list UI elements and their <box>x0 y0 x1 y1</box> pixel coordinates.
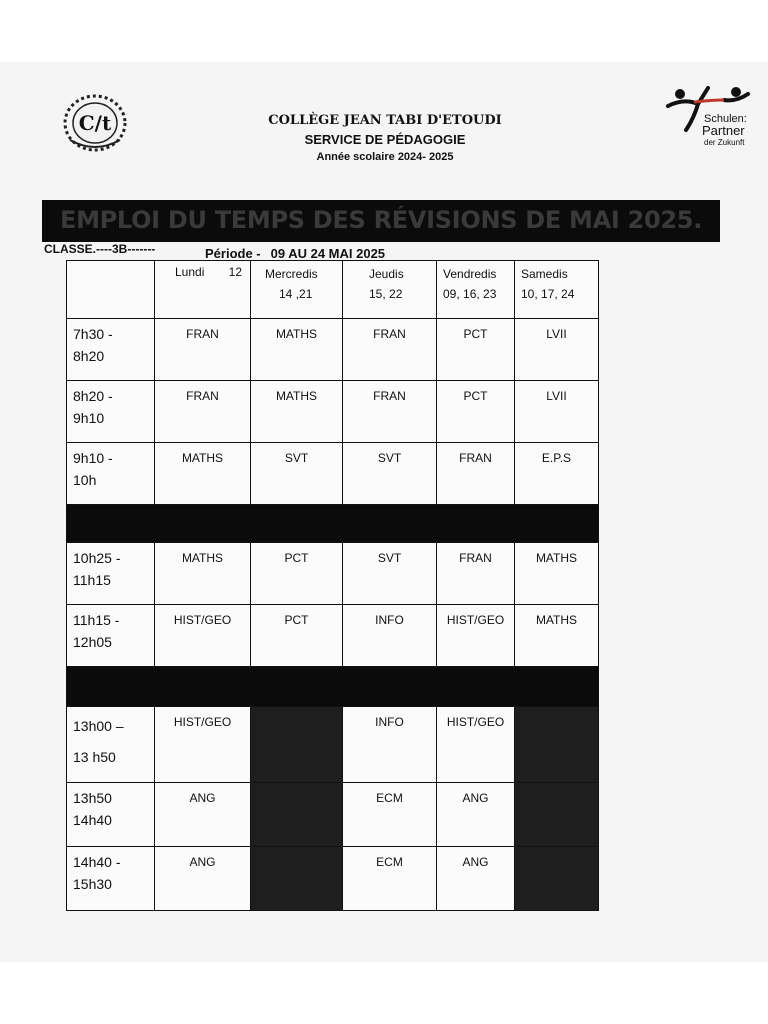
day-dates: 12 <box>228 265 242 279</box>
subject-cell: FRAN <box>437 543 515 605</box>
day-dates: 14 ,21 <box>279 286 313 301</box>
timetable <box>66 260 599 911</box>
service-name: SERVICE DE PÉDAGOGIE <box>304 131 466 147</box>
empty-dark-cell <box>251 707 343 783</box>
subject-cell: ANG <box>437 847 515 911</box>
subject-cell: LVII <box>515 319 599 381</box>
day-header-mercredis <box>251 261 343 319</box>
subject-cell: FRAN <box>155 381 251 443</box>
time-cell: 10h25 - 11h15 <box>67 543 155 605</box>
subject-cell: PCT <box>251 605 343 667</box>
day-header-samedis <box>515 261 599 319</box>
day-name: Vendredis <box>443 267 497 281</box>
partner-logo <box>664 80 760 150</box>
table-row <box>67 319 599 381</box>
day-header-jeudis <box>343 261 437 319</box>
subject-cell: MATHS <box>515 605 599 667</box>
timetable-title: EMPLOI DU TEMPS DES RÉVISIONS DE MAI 2025. <box>59 206 703 234</box>
school-year: Année scolaire 2024- 2025 <box>316 150 454 163</box>
subject-cell: PCT <box>437 319 515 381</box>
subject-cell: ANG <box>155 783 251 847</box>
title-banner <box>42 200 720 242</box>
time-cell: 14h40 - 15h30 <box>67 847 155 911</box>
empty-dark-cell <box>251 847 343 911</box>
subject-cell: PCT <box>437 381 515 443</box>
break-bar <box>67 667 599 707</box>
day-header-lundi <box>155 261 251 319</box>
empty-dark-cell <box>515 783 599 847</box>
subject-cell: ECM <box>343 783 437 847</box>
table-row <box>67 707 599 783</box>
subject-cell: SVT <box>251 443 343 505</box>
time-cell: 8h20 - 9h10 <box>67 381 155 443</box>
subject-cell: INFO <box>343 707 437 783</box>
table-row <box>67 381 599 443</box>
subject-cell: MATHS <box>515 543 599 605</box>
break-row <box>67 667 599 707</box>
subject-cell: HIST/GEO <box>155 707 251 783</box>
subject-cell: SVT <box>343 443 437 505</box>
class-label: CLASSE.----3B------- <box>44 242 156 256</box>
subject-cell: INFO <box>343 605 437 667</box>
period-label <box>205 246 385 261</box>
subject-cell: FRAN <box>155 319 251 381</box>
table-row <box>67 605 599 667</box>
day-name: Samedis <box>521 267 568 281</box>
day-dates: 10, 17, 24 <box>521 286 575 301</box>
subject-cell: ANG <box>155 847 251 911</box>
subject-cell: E.P.S <box>515 443 599 505</box>
header-row <box>67 261 599 319</box>
time-cell: 13h50 14h40 <box>67 783 155 847</box>
subject-cell: HIST/GEO <box>437 707 515 783</box>
subject-cell: FRAN <box>437 443 515 505</box>
subject-cell: HIST/GEO <box>155 605 251 667</box>
subject-cell: MATHS <box>155 543 251 605</box>
subject-cell: HIST/GEO <box>437 605 515 667</box>
day-name: Mercredis <box>265 267 318 281</box>
empty-dark-cell <box>251 783 343 847</box>
table-row <box>67 783 599 847</box>
subject-cell: SVT <box>343 543 437 605</box>
school-logo <box>50 88 140 158</box>
subject-cell: FRAN <box>343 319 437 381</box>
time-cell: 13h00 – 13 h50 <box>67 707 155 783</box>
time-cell: 9h10 - 10h <box>67 443 155 505</box>
subject-cell: FRAN <box>343 381 437 443</box>
subject-cell: ANG <box>437 783 515 847</box>
period-prefix: Période - <box>205 246 261 261</box>
svg-text:Partner: Partner <box>702 123 745 138</box>
table-row <box>67 543 599 605</box>
subject-cell: PCT <box>251 543 343 605</box>
time-cell: 7h30 - 8h20 <box>67 319 155 381</box>
day-name: Lundi <box>175 265 205 279</box>
subject-cell: LVII <box>515 381 599 443</box>
subject-cell: MATHS <box>155 443 251 505</box>
day-name: Jeudis <box>369 267 404 281</box>
svg-text:der Zukunft: der Zukunft <box>704 138 745 147</box>
table-row <box>67 847 599 911</box>
day-dates: 15, 22 <box>369 286 403 301</box>
table-row <box>67 443 599 505</box>
period-value: 09 AU 24 MAI 2025 <box>270 246 386 261</box>
empty-dark-cell <box>515 707 599 783</box>
svg-text:Schulen:: Schulen: <box>704 113 747 125</box>
school-name: COLLÈGE JEAN TABI D'ETOUDI <box>268 113 502 128</box>
time-cell: 11h15 - 12h05 <box>67 605 155 667</box>
svg-text:C/t: C/t <box>78 111 112 135</box>
day-header-vendredis <box>437 261 515 319</box>
break-row <box>67 505 599 543</box>
break-bar <box>67 505 599 543</box>
document-header <box>200 112 570 166</box>
corner-cell <box>67 261 155 319</box>
subject-cell: ECM <box>343 847 437 911</box>
empty-dark-cell <box>515 847 599 911</box>
day-dates: 09, 16, 23 <box>443 286 497 301</box>
subject-cell: MATHS <box>251 319 343 381</box>
subject-cell: MATHS <box>251 381 343 443</box>
